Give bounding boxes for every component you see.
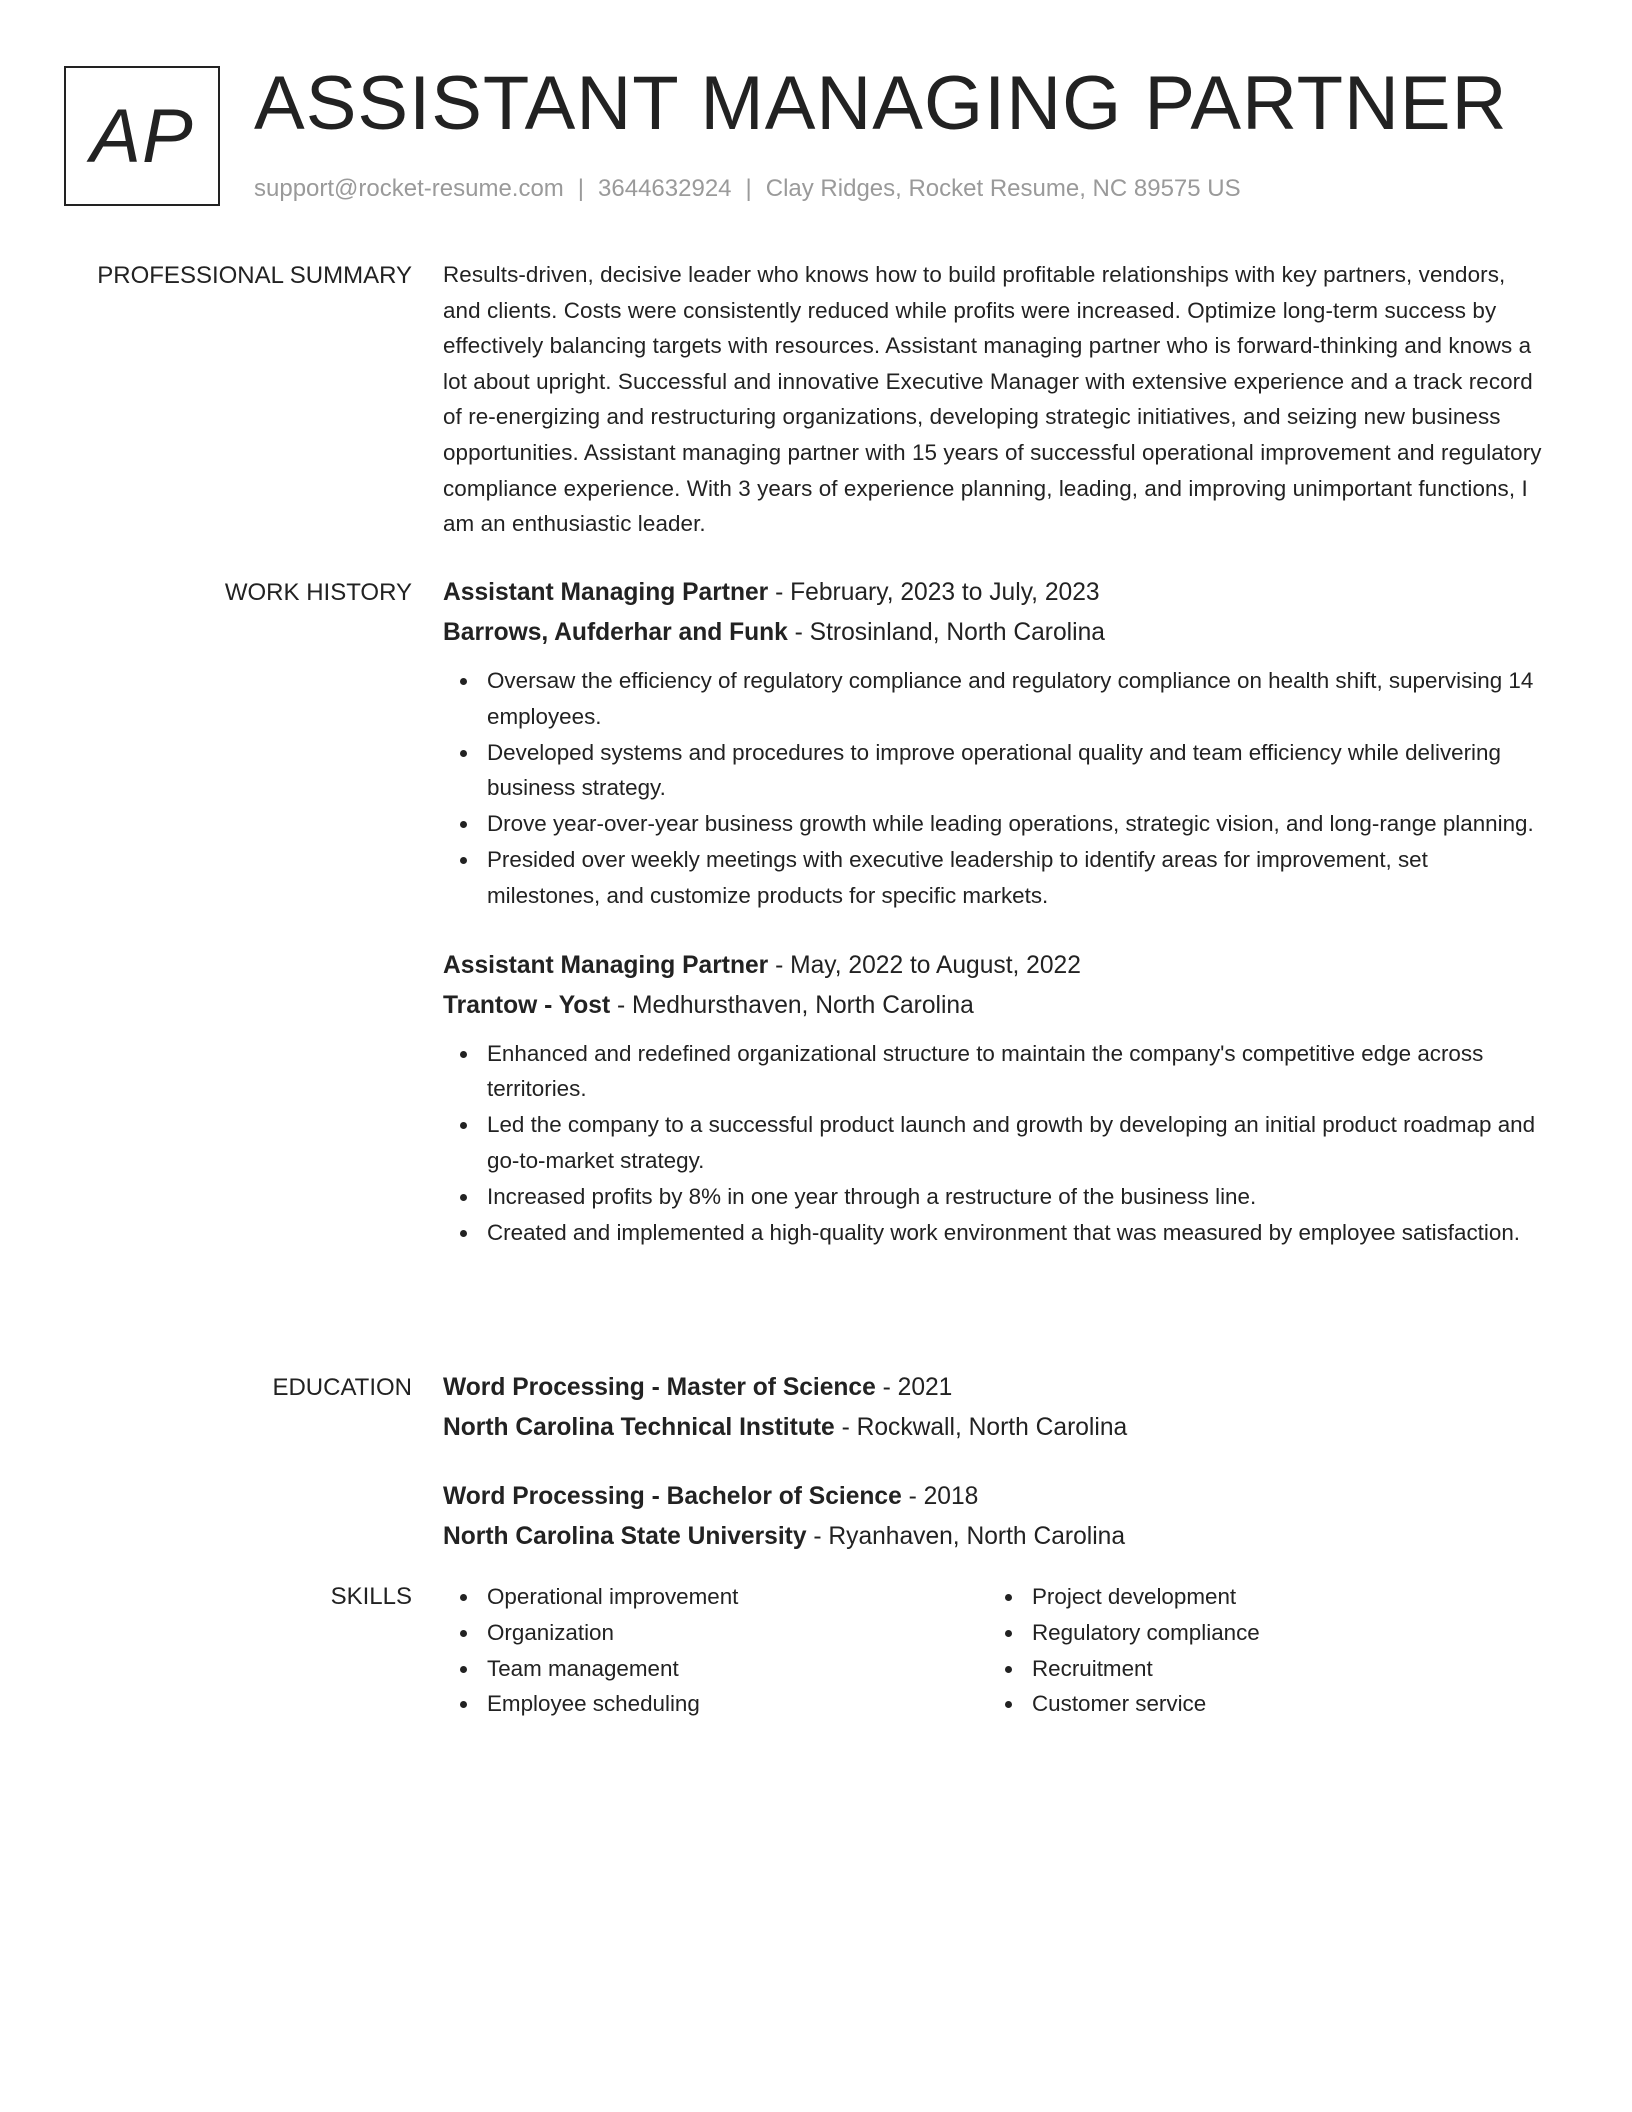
skill-item: Regulatory compliance (1032, 1615, 1533, 1651)
job-bullet: Oversaw the efficiency of regulatory compliance and regulatory compliance on health shift, supervising 14 employees. (487, 663, 1543, 735)
education-degree-line (443, 1368, 1543, 1408)
education-degree: Word Processing - Bachelor of Science (443, 1483, 902, 1510)
contact-email[interactable]: support@rocket-resume.com (254, 175, 564, 202)
education-body (443, 1368, 1543, 1557)
contact-line (254, 174, 1241, 204)
job-bullet: Enhanced and redefined organizational structure to maintain the company's competitive edge across territories. (487, 1036, 1543, 1108)
education-school: North Carolina State University (443, 1523, 807, 1550)
job-entry (443, 573, 1543, 914)
skills-columns (443, 1579, 1543, 1722)
education-location: - Ryanhaven, North Carolina (806, 1523, 1126, 1550)
education-degree: Word Processing - Master of Science (443, 1374, 876, 1401)
education-location: - Rockwall, North Carolina (834, 1414, 1128, 1441)
job-title: Assistant Managing Partner (443, 951, 769, 979)
job-location: - Medhursthaven, North Carolina (610, 991, 974, 1019)
contact-address: Clay Ridges, Rocket Resume, NC 89575 US (765, 175, 1241, 202)
summary-body (443, 257, 1543, 542)
education-year: - 2021 (875, 1374, 953, 1401)
skill-item: Operational improvement (487, 1579, 988, 1615)
skills-list-right (988, 1579, 1533, 1722)
job-bullet: Created and implemented a high-quality work environment that was measured by employee satisfaction. (487, 1215, 1543, 1251)
section-label-work-history: WORK HISTORY (224, 579, 412, 606)
skill-item: Project development (1032, 1579, 1533, 1615)
job-title-line (443, 573, 1543, 613)
job-bullet: Drove year-over-year business growth while leading operations, strategic vision, and long-range planning. (487, 806, 1543, 842)
job-bullet: Increased profits by 8% in one year through a restructure of the business line. (487, 1179, 1543, 1215)
skills-list-left (443, 1579, 988, 1722)
skill-item: Recruitment (1032, 1651, 1533, 1687)
education-school: North Carolina Technical Institute (443, 1414, 835, 1441)
education-school-line (443, 1517, 1543, 1557)
work-history-body (443, 573, 1543, 1250)
contact-separator: | (745, 175, 752, 202)
job-entry (443, 946, 1543, 1251)
summary-text: Results-driven, decisive leader who knows how to build profitable relationships with key partners, vendors, and clients. Costs were consistently reduced while profits were increased. Optimize long-term success by effectively balancing targets with resources. Assistant managing partner who is forward-thinking and knows a lot about upright. Successful and innovative Executive Manager with extensive experience and a track record of re-energizing and restructuring organizations, developing strategic initiatives, and seizing new business opportunities. Assistant managing partner with 15 years of successful operational improvement and regulatory compliance experience. With 3 years of experience planning, leading, and improving unimportant functions, I am an enthusiastic leader. (443, 262, 1542, 537)
job-title-line (443, 946, 1543, 986)
job-bullets (443, 1036, 1543, 1251)
job-bullet: Led the company to a successful product launch and growth by developing an initial product roadmap and go-to-market strategy. (487, 1107, 1543, 1179)
section-label-summary: PROFESSIONAL SUMMARY (97, 262, 412, 289)
job-company: Trantow - Yost (443, 991, 611, 1019)
skill-item: Employee scheduling (487, 1686, 988, 1722)
monogram-logo (64, 66, 220, 206)
education-entry (443, 1368, 1543, 1448)
education-entry (443, 1477, 1543, 1557)
job-bullet: Presided over weekly meetings with executive leadership to identify areas for improvement, set milestones, and customize products for specific markets. (487, 842, 1543, 914)
job-bullet: Developed systems and procedures to improve operational quality and team efficiency while delivering business strategy. (487, 735, 1543, 807)
job-dates: - May, 2022 to August, 2022 (768, 951, 1081, 979)
job-bullets (443, 663, 1543, 914)
job-title: Assistant Managing Partner (443, 579, 769, 606)
job-dates: - February, 2023 to July, 2023 (768, 579, 1100, 606)
page-title: ASSISTANT MANAGING PARTNER (254, 61, 1508, 146)
skills-body (443, 1579, 1543, 1722)
education-degree-line (443, 1477, 1543, 1517)
contact-separator: | (577, 175, 585, 202)
contact-phone[interactable]: 3644632924 (598, 175, 732, 202)
job-company: Barrows, Aufderhar and Funk (443, 619, 788, 646)
job-company-line (443, 613, 1543, 653)
job-company-line (443, 986, 1543, 1026)
skill-item: Team management (487, 1651, 988, 1687)
education-year: - 2018 (901, 1483, 979, 1510)
skill-item: Customer service (1032, 1686, 1533, 1722)
job-location: - Strosinland, North Carolina (787, 619, 1105, 646)
monogram-text: AP (90, 93, 194, 179)
skill-item: Organization (487, 1615, 988, 1651)
section-label-skills: SKILLS (330, 1583, 412, 1610)
section-label-education: EDUCATION (272, 1374, 412, 1401)
education-school-line (443, 1408, 1543, 1448)
